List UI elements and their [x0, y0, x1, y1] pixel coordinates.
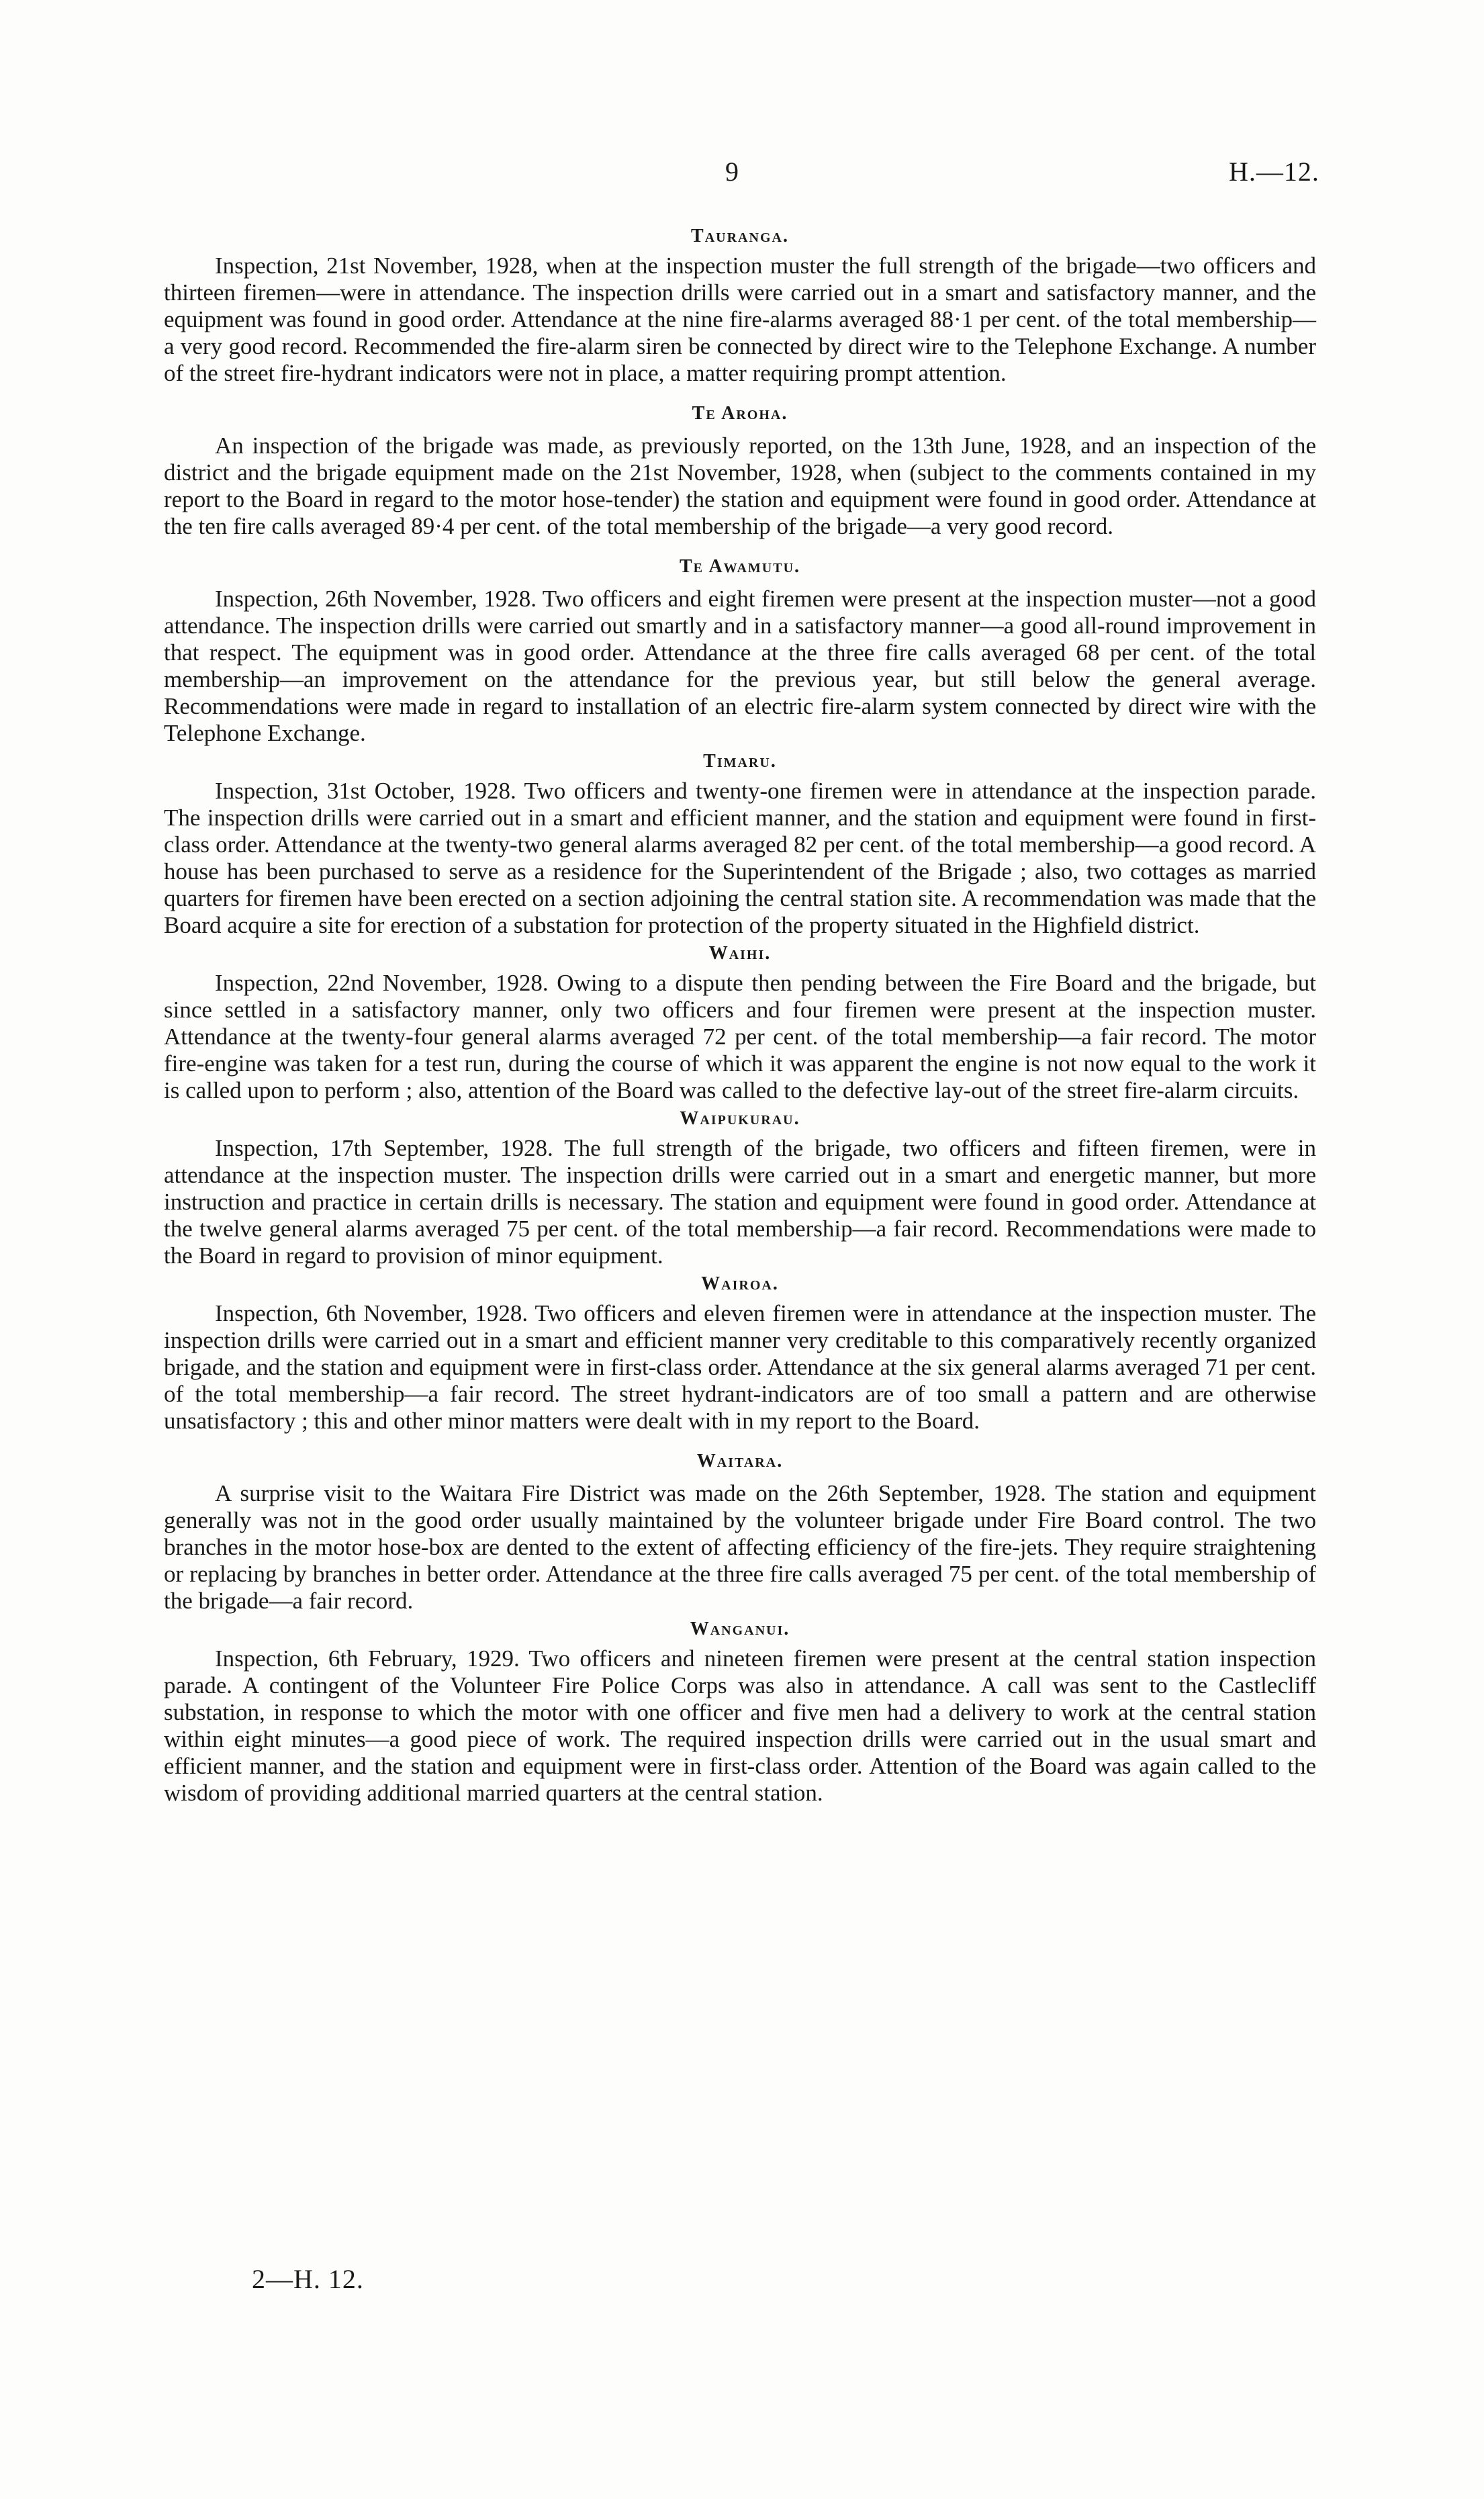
- section-heading: Tauranga.: [691, 226, 789, 246]
- section-timaru: [164, 748, 1316, 939]
- page-number: 9: [725, 156, 739, 187]
- signature-mark: 2—H. 12.: [252, 2264, 364, 2294]
- report-body: [164, 222, 1316, 1807]
- section-paragraph: Inspection, 21st November, 1928, when at the inspection muster the full strength of the brigade—two officers and thirteen firemen—were in attendance. The inspection drills were carried out in a smart and satisfactory manner, and the equipment was found in good order. Attendance at the nine fire-alarms averaged 88·1 per cent. of the total membership—a very good record. Recommended the fire-alarm siren be connected by direct wire to the Telephone Exchange. A number of the street fire-hydrant indicators were not in place, a matter requiring prompt attention.: [164, 253, 1316, 386]
- section-wanganui: [164, 1616, 1316, 1807]
- section-te-aroha: [164, 400, 1316, 540]
- section-heading: Waipukurau.: [680, 1108, 800, 1129]
- section-waipukurau: [164, 1105, 1316, 1269]
- section-tauranga: [164, 223, 1316, 387]
- section-waitara: [164, 1448, 1316, 1615]
- section-paragraph: Inspection, 6th November, 1928. Two officers and eleven firemen were in attendance at the inspection muster. The inspection drills were carried out in a smart and efficient manner very creditable to this comparatively recently organized brigade, and the station and equipment were in first-class order. Attendance at the six general alarms averaged 71 per cent. of the total membership—a fair record. The street hydrant-indicators are of too small a pattern and are otherwise unsatisfactory ; this and other minor matters were dealt with in my report to the Board.: [164, 1300, 1316, 1434]
- section-heading: Wanganui.: [690, 1619, 790, 1639]
- section-waihi: [164, 940, 1316, 1104]
- document-reference: H.—12.: [1229, 156, 1319, 187]
- section-heading: Wairoa.: [701, 1273, 779, 1294]
- section-paragraph: Inspection, 31st October, 1928. Two officers and twenty-one firemen were in attendance at the inspection parade. The inspection drills were carried out in a smart and efficient manner, and the station and equipment were found in first-class order. Attendance at the twenty-two general alarms averaged 82 per cent. of the total membership—a good record. A house has been purchased to serve as a residence for the Superintendent of the Brigade ; also, two cottages as married quarters for firemen have been erected on a section adjoining the central station site. A recommendation was made that the Board acquire a site for erection of a substation for protection of the property situated in the Highfield district.: [164, 778, 1316, 938]
- section-wairoa: [164, 1271, 1316, 1435]
- section-te-awamutu: [164, 553, 1316, 747]
- section-heading: Timaru.: [703, 751, 777, 772]
- section-paragraph: Inspection, 22nd November, 1928. Owing to a dispute then pending between the Fire Board and the brigade, but since settled in a satisfactory manner, only two officers and four firemen were present at the inspection muster. Attendance at the twenty-four general alarms averaged 72 per cent. of the total membership—a fair record. The motor fire-engine was taken for a test run, during the course of which it was apparent the engine is not now equal to the work it is called upon to perform ; also, attention of the Board was called to the defective lay-out of the street fire-alarm circuits.: [164, 970, 1316, 1103]
- section-paragraph: Inspection, 17th September, 1928. The full strength of the brigade, two officers and fifteen firemen, were in attendance at the inspection muster. The inspection drills were carried out in a smart and energetic manner, but more instruction and practice in certain drills is necessary. The station and equipment were found in good order. Attendance at the twelve general alarms averaged 75 per cent. of the total membership—a fair record. Recommendations were made to the Board in regard to provision of minor equipment.: [164, 1135, 1316, 1269]
- section-heading: Te Aroha.: [692, 403, 788, 424]
- section-paragraph: An inspection of the brigade was made, as previously reported, on the 13th June, 1928, and an inspection of the district and the brigade equipment made on the 21st November, 1928, when (subject to the comments contained in my report to the Board in regard to the motor hose-tender) the station and equipment were found in good order. Attendance at the ten fire calls averaged 89·4 per cent. of the total membership of the brigade—a very good record.: [164, 433, 1316, 539]
- section-paragraph: A surprise visit to the Waitara Fire District was made on the 26th September, 1928. The station and equipment generally was not in the good order usually maintained by the volunteer brigade under Fire Board control. The two branches in the motor hose-box are dented to the extent of affecting efficiency of the fire-jets. They require straightening or replacing by branches in better order. Attendance at the three fire calls averaged 75 per cent. of the total membership of the brigade—a fair record.: [164, 1480, 1316, 1614]
- section-paragraph: Inspection, 6th February, 1929. Two officers and nineteen firemen were present at the central station inspection parade. A contingent of the Volunteer Fire Police Corps was also in attendance. A call was sent to the Castlecliff substation, in response to which the motor with one officer and five men had a delivery to work at the central station within eight minutes—a good piece of work. The required inspection drills were carried out in the usual smart and efficient manner, and the station and equipment were in first-class order. Attention of the Board was again called to the wisdom of providing additional married quarters at the central station.: [164, 1645, 1316, 1806]
- section-heading: Waihi.: [708, 943, 772, 964]
- section-heading: Waitara.: [696, 1451, 784, 1471]
- section-paragraph: Inspection, 26th November, 1928. Two officers and eight firemen were present at the inspection muster—not a good attendance. The inspection drills were carried out smartly and in a satisfactory manner—a good all-round improvement in that respect. The equipment was in good order. Attendance at the three fire calls averaged 68 per cent. of the total membership—an improvement on the attendance for the previous year, but still below the general average. Recommendations were made in regard to installation of an electric fire-alarm system connected by direct wire with the Telephone Exchange.: [164, 586, 1316, 746]
- section-heading: Te Awamutu.: [679, 556, 801, 577]
